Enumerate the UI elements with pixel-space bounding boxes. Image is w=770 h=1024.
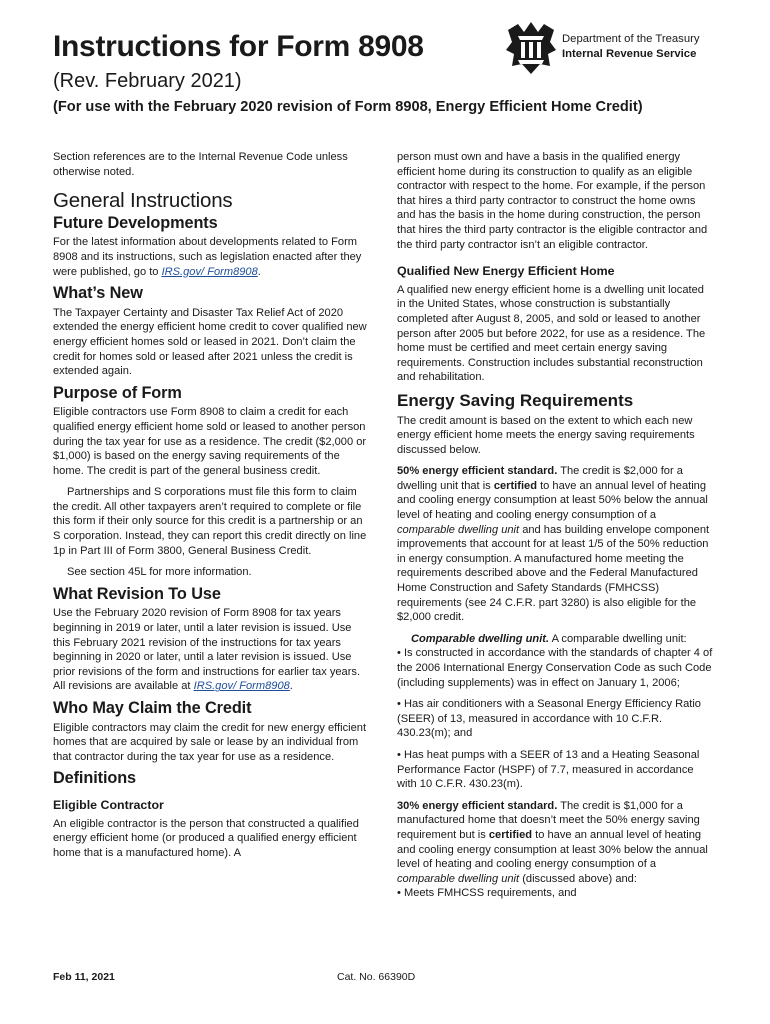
std50-paragraph: [397, 464, 715, 625]
comparable-text: A comparable dwelling unit:: [551, 632, 687, 645]
std50-text-a: The credit is $2,000 for a dwelling unit that is: [397, 465, 683, 492]
page-title: Instructions for Form 8908: [53, 30, 424, 63]
agency-irs: Internal Revenue Service: [562, 48, 697, 60]
comparable-term: comparable dwelling unit: [397, 523, 520, 536]
left-column: [53, 150, 371, 867]
agency-department: Department of the Treasury: [562, 33, 700, 45]
intro-text: Section references are to the Internal Revenue Code unless otherwise noted.: [53, 151, 348, 178]
right-column: [397, 150, 715, 908]
std30-text-a: The credit is $1,000 for a manufactured home that doesn’t meet the 50% energy saving requirement but is: [397, 799, 700, 841]
comparable-runin: Comparable dwelling unit.: [411, 632, 550, 645]
eligible-contractor-heading: Eligible Contractor: [53, 797, 164, 812]
footer-date: Feb 11, 2021: [53, 971, 115, 983]
what-revision-heading: What Revision To Use: [53, 584, 221, 603]
std30-paragraph: [397, 799, 715, 887]
std30-runin: 30% energy efficient standard.: [397, 799, 558, 812]
whats-new-text: The Taxpayer Certainty and Disaster Tax Relief Act of 2020 extended the energy efficient home credit to cover qualified new energy efficient homes sold or leased in 2021. Don’t claim the credit for homes sold or leased after 2021 unless the credit is extended again.: [53, 306, 367, 378]
agency-block: [562, 32, 700, 62]
certified-term: certified: [493, 479, 537, 492]
future-text: For the latest information about developments related to Form 8908 and its instructions, such as legislation enacted after they were published, go to: [53, 236, 362, 278]
what-revision-text: [53, 606, 371, 694]
bullet-item: • Is constructed in accordance with the standards of chapter 4 of the 2006 International Energy Conservation Code as such Code (including supplements) was in effect on January 1, 2006;: [397, 647, 713, 689]
bullet-item: • Has heat pumps with a SEER of 13 and a Heating Seasonal Performance Factor (HSPF) of 7.7, measured in accordance with 10 C.F.R. 430.23(m).: [397, 748, 700, 791]
std50-text-c: and has building envelope component improvements that account for at least 1/5 of the 50% reduction in energy consumption. A manufactured home meeting the requirements described above and the Federal Manufactured Home Construction and Safety Standards (FMHCSS) requirements (see 24 C.F.R. part 3280) is also eligible for the $2,000 credit.: [397, 523, 710, 624]
revision-date: (Rev. February 2021): [53, 70, 242, 92]
future-developments-heading: Future Developments: [53, 213, 218, 232]
whats-new-heading: What’s New: [53, 284, 143, 303]
energy-saving-intro: The credit amount is based on the extent to which each new energy efficient home meets the energy saving requirements discussed below.: [397, 414, 695, 456]
who-may-claim-heading: Who May Claim the Credit: [53, 699, 252, 717]
comparable-paragraph: [397, 632, 715, 647]
std30-text-b: to have an annual level of heating and cooling energy consumption at least 30% below the annual level of heating and cooling energy consumption of a: [397, 828, 708, 871]
eligible-contractor-text: An eligible contractor is the person that constructed a qualified energy efficient home (or produced a qualified energy efficient home that is a manufactured home). A: [53, 817, 359, 859]
std30-text-c: (discussed above) and:: [522, 872, 637, 885]
qualified-home-text: A qualified new energy efficient home is a dwelling unit located in the United States, whose construction is substantially completed after August 8, 2005, and sold or leased to another person after 2005 but before 2022, for use as a residence. The home must be certified and meet certain energy saving requirements. Construction includes substantial reconstruction and rehabilitation.: [397, 283, 706, 384]
std50-runin: 50% energy efficient standard.: [397, 465, 558, 478]
certified-term: certified: [488, 828, 533, 841]
future-developments-text: [53, 235, 371, 279]
who-may-claim-text: Eligible contractors may claim the credit for new energy efficient homes that are acquired by sale or lease by an individual from that contractor during the tax year for use as a residence.: [53, 721, 367, 763]
qualified-home-heading: Qualified New Energy Efficient Home: [397, 264, 615, 279]
purpose-heading: Purpose of Form: [53, 383, 182, 402]
revision-body: Use the February 2020 revision of Form 8908 for tax years beginning in 2019 or later, until a later revision is issued. Use this February 2021 revision of the instructions for tax years beginning in 2020 or later, until a later revision is issued. Use prior revisions of the form and instructions for earlier tax years. All revisions are available at: [53, 607, 361, 693]
period: .: [289, 680, 293, 693]
bullet-item: • Has air conditioners with a Seasonal Energy Efficiency Ratio (SEER) of 13, measured in accordance with 10 C.F.R. 430.23(m); and: [397, 698, 701, 740]
purpose-paragraph-2: Partnerships and S corporations must file this form to claim the credit. All other taxpayers aren’t required to complete or file this form if their only source for this credit is a partnership or an S corporation. Instead, they can report this credit directly on line 1p in Part III of Form 3800, General Business Credit.: [53, 486, 367, 557]
irs-form8908-link[interactable]: IRS.gov/ Form8908: [161, 265, 258, 278]
irs-form8908-link-2[interactable]: IRS.gov/ Form8908: [193, 680, 290, 693]
energy-saving-heading: Energy Saving Requirements: [397, 390, 634, 410]
comparable-term: comparable dwelling unit: [397, 872, 520, 885]
definitions-heading: Definitions: [53, 769, 137, 788]
purpose-paragraph-3: See section 45L for more information.: [67, 566, 252, 579]
irs-eagle-logo-icon: [504, 20, 558, 76]
eligible-contractor-continued: person must own and have a basis in the qualified energy efficient home during its construction to qualify as an eligible contractor with respect to the home. For example, if the person that hires a third party contractor to construct the home owns and has the basis in the home during construction, the person that hires the third party contractor is the eligible contractor and the third party contractor isn’t an eligible contractor.: [397, 151, 708, 251]
purpose-paragraph-1: Eligible contractors use Form 8908 to claim a credit for each qualified energy efficient home sold or leased to another person during the tax year for use as a residence. The credit ($2,000 or $1,000) is based on the energy saving requirements of the home. The credit is part of the general business credit.: [53, 406, 367, 477]
period: .: [257, 265, 261, 278]
footer-cat-number: Cat. No. 66390D: [337, 971, 416, 983]
bullet-item: • Meets FMHCSS requirements, and: [397, 887, 577, 900]
std50-text-b: to have an annual level of heating and cooling energy consumption at least 50% below the annual level of heating and cooling energy consumption of a: [397, 479, 708, 522]
for-use-note: (For use with the February 2020 revision of Form 8908, Energy Efficient Home Credit): [53, 99, 643, 115]
general-instructions-heading: General Instructions: [53, 189, 233, 213]
